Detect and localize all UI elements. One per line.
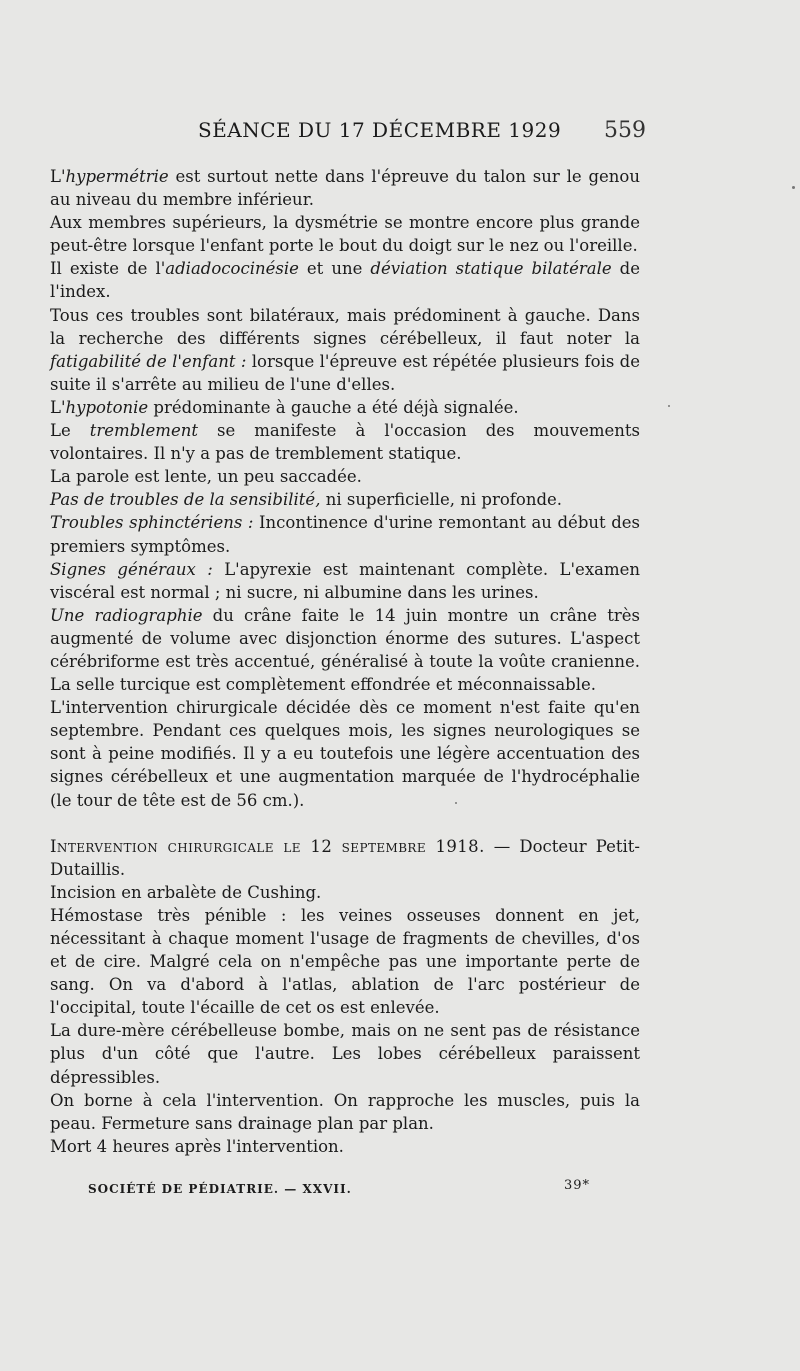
text-run: lorsque l'épreuve est répétée plusieurs fois de suite il s'arrête au milieu de l'une d'elles. <box>50 351 640 394</box>
italic-phrase: tremblement <box>89 421 198 441</box>
text-run: ni superficielle, ni profonde. <box>320 490 563 510</box>
body-text <box>50 165 640 1158</box>
section-heading-paragraph <box>50 835 640 881</box>
text-run: — Docteur Petit-Dutaillis. <box>50 836 640 879</box>
paragraph <box>50 465 640 488</box>
footer-journal-reference: SOCIÉTÉ DE PÉDIATRIE. — XXVII. <box>88 1182 352 1196</box>
paragraph <box>50 1019 640 1088</box>
paragraph <box>50 211 640 257</box>
paragraph <box>50 904 640 1019</box>
text-run: L'apyrexie est maintenant complète. L'examen viscéral est normal ; ni sucre, ni albumine dans les urines. <box>50 559 640 602</box>
italic-phrase: hypermétrie <box>65 167 169 186</box>
signature-mark: 39* <box>564 1178 591 1193</box>
text-run: Hémostase très pénible : les veines osseuses donnent en jet, nécessitant à chaque moment l'usage de fragments de chevilles, d'os et de cire. Malgré cela on n'empêche pas une importante perte de sang. On va d'abord à l'atlas, ablation de l'arc postérieur de l'occipital, toute l'écaille de cet os est enlevée. <box>50 905 640 1018</box>
text-run: Tous ces troubles sont bilatéraux, mais prédominent à gauche. Dans la recherche des différents signes cérébelleux, il faut noter la <box>50 305 640 348</box>
paragraph <box>50 1135 640 1158</box>
paragraph <box>50 881 640 904</box>
italic-phrase: Signes généraux : <box>50 559 213 579</box>
running-header <box>0 118 800 148</box>
print-speck <box>455 802 457 804</box>
text-run: L'intervention chirurgicale décidée dès ce moment n'est faite qu'en septembre. Pendant ces quelques mois, les signes neurologiques se sont à peine modifiés. Il y a eu toutefois une légère accentuation des signes cérébelleux et une augmentation marquée de l'hydrocéphalie (le tour de tête est de 56 cm.). <box>50 698 640 810</box>
text-run: du crâne faite le 14 juin montre un crâne très augmenté de volume avec disjonction énorme des sutures. L'aspect cérébriforme est très accentué, généralisé à toute la voûte cranienne. La selle turcique est complètement effondrée et méconnaissable. <box>50 605 640 695</box>
text-run: Mort 4 heures après l'intervention. <box>50 1136 344 1156</box>
italic-phrase: Pas de troubles de la sensibilité, <box>50 490 321 510</box>
paragraph <box>50 396 640 419</box>
paragraph <box>50 696 640 811</box>
page-footer <box>88 1178 628 1202</box>
small-caps-heading: Intervention chirurgicale le 12 septembre 1918. <box>50 836 485 856</box>
print-speck <box>668 405 670 407</box>
text-run: se manifeste à l'occasion des mouvements volontaires. Il n'y a pas de tremblement statique. <box>50 421 640 464</box>
italic-phrase: Troubles sphinctériens : <box>50 513 254 533</box>
paragraph <box>50 488 640 511</box>
paragraph <box>50 257 640 303</box>
paragraph <box>50 558 640 604</box>
text-run: On borne à cela l'intervention. On rapproche les muscles, puis la peau. Fermeture sans drainage plan par plan. <box>50 1090 640 1133</box>
text-run: L' <box>50 397 66 417</box>
italic-phrase: fatigabilité de l'enfant : <box>50 351 247 371</box>
paragraph <box>50 165 640 211</box>
text-run: Incontinence d'urine remontant au début des premiers symptômes. <box>50 513 641 556</box>
text-run: L' <box>50 167 66 186</box>
text-run: Le <box>50 421 90 441</box>
italic-phrase: déviation statique bilatérale <box>370 259 612 279</box>
paragraph <box>50 604 640 696</box>
text-run: Aux membres supérieurs, la dysmétrie se montre encore plus grande peut-être lorsque l'enfant porte le bout du doigt sur le nez ou l'oreille. <box>50 213 640 256</box>
paragraph <box>50 419 640 465</box>
paragraph <box>50 511 640 557</box>
italic-phrase: adiadococinésie <box>165 259 299 279</box>
text-run: prédominante à gauche a été déjà signalée. <box>148 397 519 417</box>
text-run: La parole est lente, un peu saccadée. <box>50 467 362 487</box>
header-title: SÉANCE DU 17 DÉCEMBRE 1929 <box>198 118 562 142</box>
italic-phrase: Une radiographie <box>50 605 203 625</box>
text-run: et une <box>298 259 371 279</box>
print-speck <box>792 186 795 189</box>
text-run: Incision en arbalète de Cushing. <box>50 882 322 902</box>
page-number: 559 <box>604 118 646 143</box>
text-run: est surtout nette dans l'épreuve du talon sur le genou au niveau du membre inférieur. <box>50 167 640 210</box>
italic-phrase: hypotonie <box>65 397 149 417</box>
text-run: La dure-mère cérébelleuse bombe, mais on ne sent pas de résistance plus d'un côté que l'autre. Les lobes cérébelleux paraissent dépressibles. <box>50 1021 640 1087</box>
paragraph <box>50 304 640 396</box>
text-run: de l'index. <box>50 259 640 302</box>
text-run: Il existe de l' <box>50 259 166 279</box>
paragraph <box>50 1089 640 1135</box>
